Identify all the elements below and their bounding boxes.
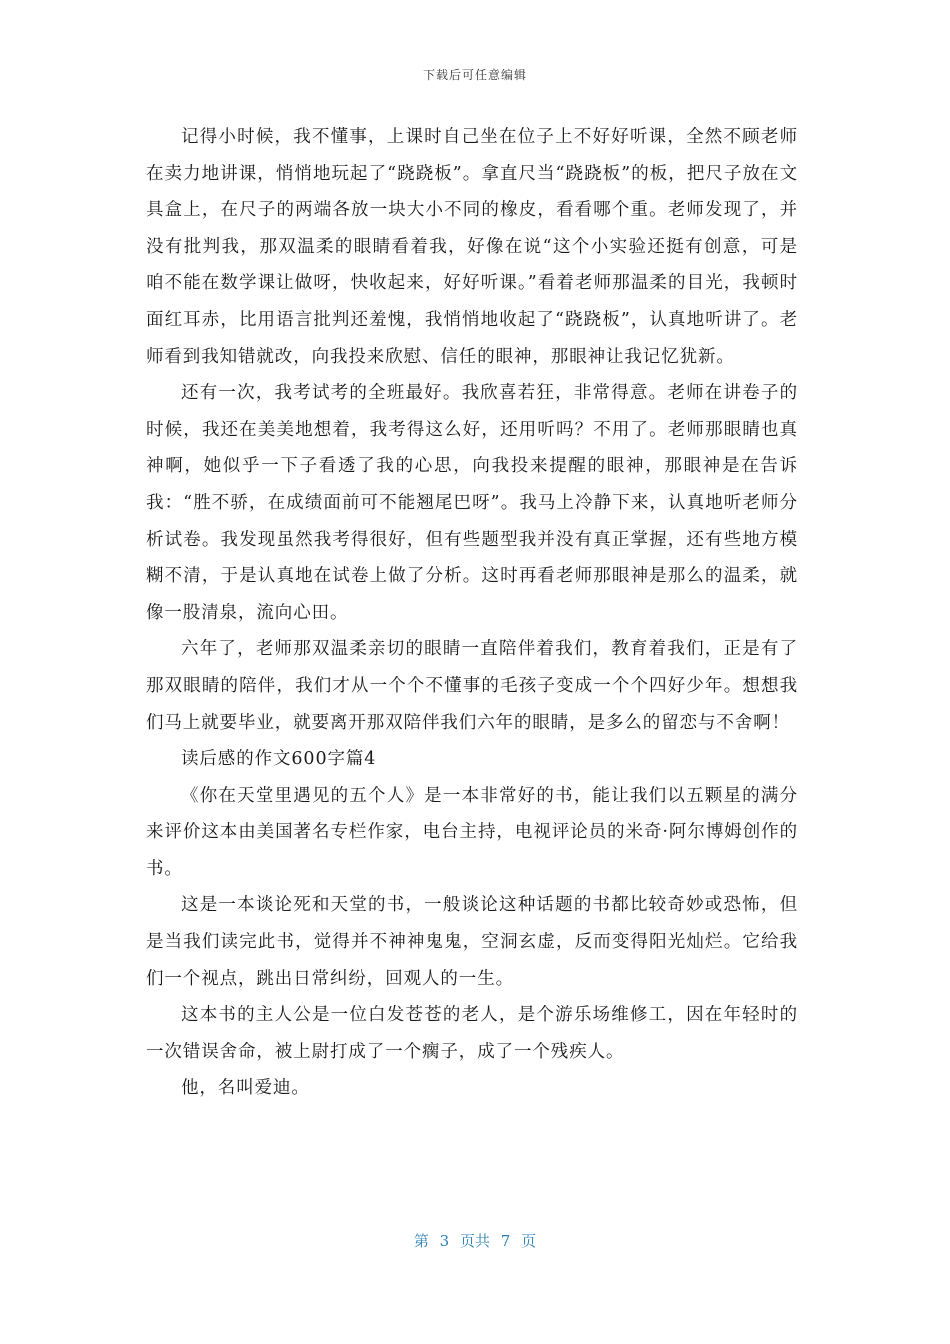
paragraph: 这本书的主人公是一位白发苍苍的老人，是个游乐场维修工，因在年轻时的一次错误舍命，被上尉打成了一个瘸子，成了一个残疾人。 xyxy=(146,1005,798,1062)
paragraph: 记得小时候，我不懂事，上课时自己坐在位子上不好好听课，全然不顾老师在卖力地讲课，悄悄地玩起了“跷跷板”。拿直尺当“跷跷板”的板，把尺子放在文具盒上，在尺子的两端各放一块大小不同的橡皮，看看哪个重。老师发现了，并没有批判我，那双温柔的眼睛看着我，好像在说“这个小实验还挺有创意，可是咱不能在数学课让做呀，快收起来，好好听课。”看着老师那温柔的目光，我顿时面红耳赤，比用语言批判还羞愧，我悄悄地收起了“跷跷板”，认真地听讲了。老师看到我知错就改，向我投来欣慰、信任的眼神，那眼神让我记忆犹新。 xyxy=(146,127,798,367)
footer-middle: 页共 xyxy=(459,1232,490,1250)
header-text: 下载后可任意编辑 xyxy=(422,68,527,82)
paragraph: 六年了，老师那双温柔亲切的眼睛一直陪伴着我们，教育着我们，正是有了那双眼睛的陪伴，我们才从一个个不懂事的毛孩子变成一个个四好少年。想想我们马上就要毕业，就要离开那双陪伴我们六年的眼睛，是多么的留恋与不舍啊！ xyxy=(146,639,798,733)
paragraph: 《你在天堂里遇见的五个人》是一本非常好的书，能让我们以五颗星的满分来评价这本由美国著名专栏作家，电台主持，电视评论员的米奇·阿尔博姆创作的书。 xyxy=(146,785,798,879)
page-header xyxy=(0,66,950,83)
footer-page-number: 3 xyxy=(439,1232,450,1250)
section-title: 读后感的作文600字篇4 xyxy=(181,749,377,770)
footer-total-pages: 7 xyxy=(500,1232,511,1250)
paragraph: 这是一本谈论死和天堂的书，一般谈论这种话题的书都比较奇妙或恐怖，但是当我们读完此书，觉得并不神神鬼鬼，空洞玄虚，反而变得阳光灿烂。它给我们一个视点，跳出日常纠纷，回观人的一生。 xyxy=(146,895,798,989)
document-body xyxy=(146,119,798,1107)
page-footer xyxy=(0,1230,950,1251)
footer-prefix: 第 xyxy=(413,1232,429,1250)
paragraph: 他，名叫爱迪。 xyxy=(181,1078,310,1099)
footer-suffix: 页 xyxy=(521,1232,537,1250)
paragraph: 还有一次，我考试考的全班最好。我欣喜若狂，非常得意。老师在讲卷子的时候，我还在美美地想着，我考得这么好，还用听吗？不用了。老师那眼睛也真神啊，她似乎一下子看透了我的心思，向我投来提醒的眼神，那眼神是在告诉我：“胜不骄，在成绩面前可不能翘尾巴呀”。我马上冷静下来，认真地听老师分析试卷。我发现虽然我考得很好，但有些题型我并没有真正掌握，还有些地方模糊不清，于是认真地在试卷上做了分析。这时再看老师那眼神是那么的温柔，就像一股清泉，流向心田。 xyxy=(146,383,798,623)
